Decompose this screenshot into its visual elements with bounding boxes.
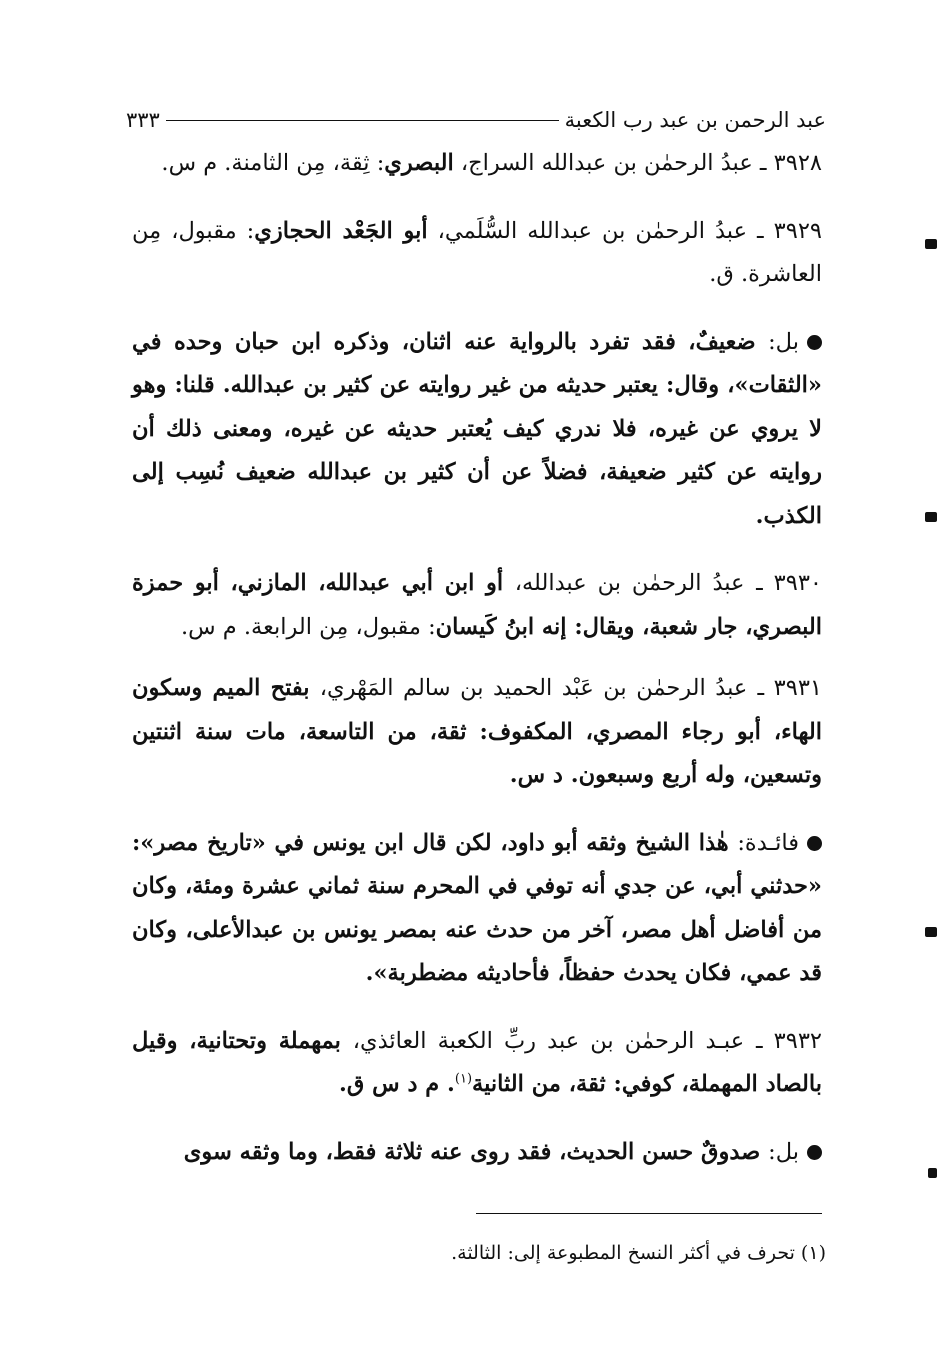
entry-name: عبدُ الرحمٰن بن عَبْد الحميد بن سالم المَهْري، xyxy=(319,675,748,701)
page-number: ٣٣٣ xyxy=(126,108,160,132)
entry-name: عبدُ الرحمٰن بن عبدالله، xyxy=(514,570,745,596)
entry-details: بمهملة وتحتانية، وقيل بالصاد المهملة، كوفي: ثقة، من الثانية xyxy=(132,1027,822,1097)
entry-3930 xyxy=(132,562,822,649)
entry-grade: : مقبول، مِن العاشرة. ق. xyxy=(132,217,822,287)
entry-grade: : ثِقة، مِن الثامنة. م س. xyxy=(161,150,385,176)
note-lead: بل: xyxy=(768,1138,799,1165)
header-title: عبد الرحمن بن عبد رب الكعبة xyxy=(564,108,826,132)
entry-name: عبدُ الرحمٰن بن عبدالله السُّلَمي، xyxy=(437,217,747,244)
note-text: صدوقٌ حسن الحديث، فقد روى عنه ثلاثة فقط، وما وثقه سوى xyxy=(183,1138,761,1165)
margin-mark xyxy=(925,512,937,522)
entry-number: ٣٩٢٨ ـ xyxy=(759,150,822,176)
entry-number: ٣٩٣١ ـ xyxy=(757,675,822,701)
margin-mark xyxy=(925,927,937,937)
entry-3928 xyxy=(132,142,822,186)
note-text: هٰذا الشيخ وثقه أبو داود، لكن قال ابن يونس في «تاريخ مصر»: «حدثني أبي، عن جدي أنه توفي في المحرم سنة ثماني عشرة ومئة، وكان من أفاضل أهل مصر، آخر من حدث عنه بمصر يونس بن عبدالأعلى، وكان قد عمي، فكان يحدث حفظاً، فأحاديثه مضطربة». xyxy=(132,829,822,986)
entry-codes: . م د س ق. xyxy=(339,1071,455,1097)
page-body xyxy=(132,142,822,1174)
running-header xyxy=(126,100,826,140)
margin-mark xyxy=(925,239,937,249)
note-lead: بل: xyxy=(768,328,799,355)
bullet-icon xyxy=(807,836,822,851)
bullet-icon xyxy=(807,1145,822,1160)
entry-alt-name: أو ابن أبي عبدالله، المازني، أبو حمزة البصري، جار شعبة، ويقال: إنه ابنُ كَيسان xyxy=(132,570,822,640)
editor-note-3929 xyxy=(132,321,822,539)
editor-note-3931 xyxy=(132,822,822,996)
entry-name: عبـد الرحمٰن بن عبد ربِّ الكعبة العائذي، xyxy=(352,1027,745,1054)
entry-3932 xyxy=(132,1020,822,1107)
margin-mark xyxy=(928,1168,937,1178)
entry-details: بفتح الميم وسكون الهاء، أبو رجاء المصري، المكفوف: ثقة، من التاسعة، مات سنة اثنتين وتسعين، وله أربع وسبعون. د س. xyxy=(132,675,822,788)
entry-nisba: البصري xyxy=(384,150,454,176)
entry-kunya: أبو الجَعْد الحجازي xyxy=(254,217,428,244)
entry-3931 xyxy=(132,667,822,798)
editor-note-3932 xyxy=(132,1131,822,1175)
note-lead: فائـدة: xyxy=(737,829,799,856)
entry-3929 xyxy=(132,210,822,297)
footnote-reference: (١) xyxy=(454,1071,473,1087)
bullet-icon xyxy=(807,335,822,350)
footnote-rule xyxy=(476,1213,822,1214)
entry-name: عبدُ الرحمٰن بن عبدالله السراج، xyxy=(460,150,753,176)
entry-number: ٣٩٢٩ ـ xyxy=(757,217,822,244)
header-rule xyxy=(166,120,559,121)
note-text: ضعيفٌ، فقد تفرد بالرواية عنه اثنان، وذكره ابن حبان وحده في «الثقات»، وقال: يعتبر حديثه من غير روايته عن كثير بن عبدالله. قلنا: وهو لا يروي عن غيره، فلا ندري كيف يُعتبر حديثه عن غيره، ومعنى ذلك أن روايته عن كثير ضعيفة، فضلاً عن أن كثير بن عبدالله ضعيف نُسِب إلى الكذب. xyxy=(132,328,822,529)
footnote: (١) تحرف في أكثر النسخ المطبوعة إلى: الثالثة. xyxy=(451,1242,826,1264)
entry-grade: : مقبول، مِن الرابعة. م س. xyxy=(181,613,436,640)
entry-number: ٣٩٣٢ ـ xyxy=(755,1027,822,1054)
entry-number: ٣٩٣٠ ـ xyxy=(756,570,822,596)
